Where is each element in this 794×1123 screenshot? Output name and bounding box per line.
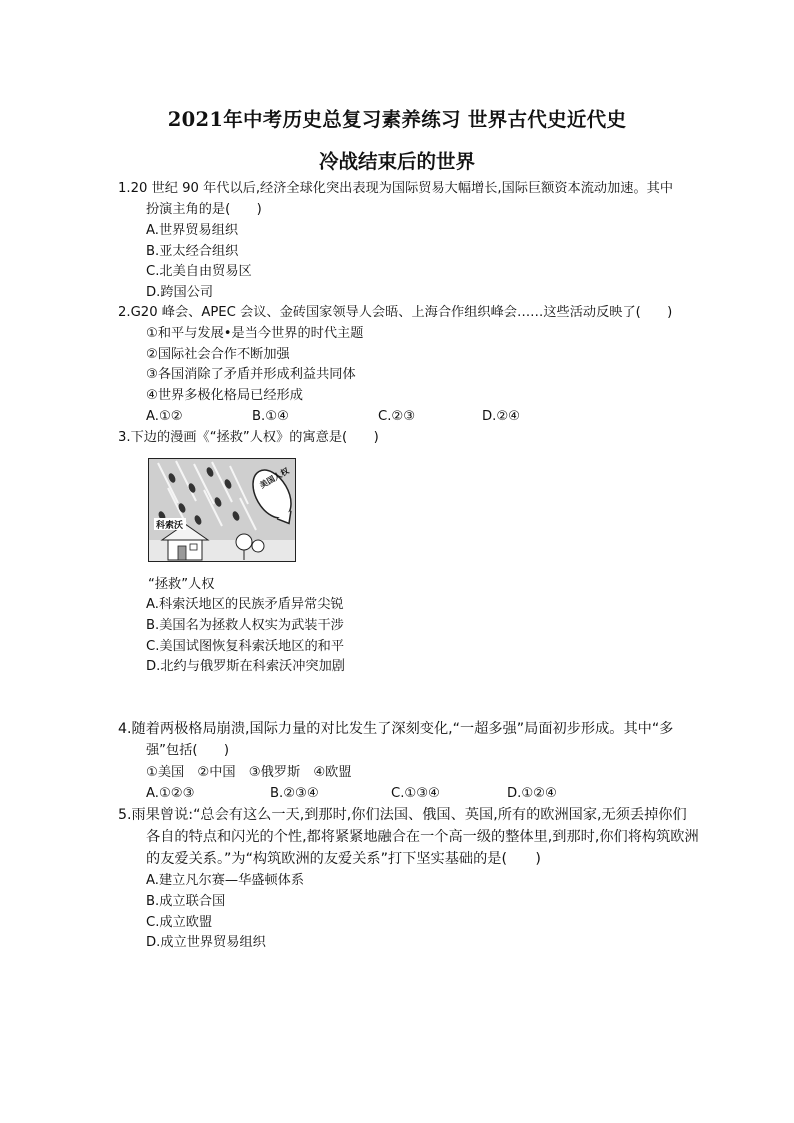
q2-stem: 2.G20 峰会、APEC 会议、金砖国家领导人会晤、上海合作组织峰会……这些活动反映了( ) [118, 305, 673, 320]
q2-statement-1: ①和平与发展•是当今世界的时代主题 [146, 326, 364, 341]
cartoon-image [148, 458, 296, 562]
q1-option-a: A.世界贸易组织 [146, 223, 239, 238]
q2-statement-4: ④世界多极化格局已经形成 [146, 388, 303, 403]
q4-stem-line-2: 强”包括( ) [146, 743, 230, 758]
q4-option-b: B.②③④ [270, 786, 319, 801]
page-title: 2021年中考历史总复习素养练习 世界古代史近代史 [167, 108, 627, 131]
q5-option-b: B.成立联合国 [146, 894, 226, 909]
q3-stem: 3.下边的漫画《“拯救”人权》的寓意是( ) [118, 430, 379, 445]
q4-option-d: D.①②④ [507, 786, 557, 801]
q3-option-d: D.北约与俄罗斯在科索沃冲突加剧 [146, 659, 345, 674]
q3-option-a: A.科索沃地区的民族矛盾异常尖锐 [146, 597, 344, 612]
q5-stem-line-3: 的友爱关系。”为“构筑欧洲的友爱关系”打下坚实基础的是( ) [146, 851, 541, 867]
q1-option-b: B.亚太经合组织 [146, 244, 239, 259]
q1-option-c: C.北美自由贸易区 [146, 264, 252, 279]
q2-statement-2: ②国际社会合作不断加强 [146, 347, 290, 362]
q5-option-c: C.成立欧盟 [146, 915, 213, 930]
q2-option-c: C.②③ [378, 409, 416, 424]
q5-option-d: D.成立世界贸易组织 [146, 935, 266, 950]
q1-stem-line-2: 扮演主角的是( ) [146, 202, 262, 217]
q4-option-c: C.①③④ [391, 786, 440, 801]
q3-option-b: B.美国名为拯救人权实为武装干涉 [146, 618, 344, 633]
place-label: 科索沃 [156, 521, 184, 531]
q5-stem-line-2: 各自的特点和闪光的个性,都将紧紧地融合在一个高一级的整体里,到那时,你们将构筑欧洲 [146, 829, 699, 845]
q5-option-a: A.建立凡尔赛—华盛顿体系 [146, 873, 305, 888]
q5-stem-line-1: 5.雨果曾说:“总会有这么一天,到那时,你们法国、俄国、英国,所有的欧洲国家,无须丢掉你们 [118, 807, 687, 823]
q2-option-d: D.②④ [482, 409, 520, 424]
balloon-text: 美国人权 [258, 466, 291, 491]
q3-option-c: C.美国试图恢复科索沃地区的和平 [146, 639, 345, 654]
cartoon-caption: “拯救”人权 [148, 577, 215, 592]
q2-statement-3: ③各国消除了矛盾并形成利益共同体 [146, 367, 356, 382]
q2-option-a: A.①② [146, 409, 183, 424]
q4-option-a: A.①②③ [146, 786, 195, 801]
q1-option-d: D.跨国公司 [146, 285, 214, 300]
q2-option-b: B.①④ [252, 409, 289, 424]
section-title: 冷战结束后的世界 [318, 150, 475, 173]
q1-stem-line-1: 1.20 世纪 90 年代以后,经济全球化突出表现为国际贸易大幅增长,国际巨额资本流动加速。其中 [118, 181, 674, 196]
q4-stem-line-1: 4.随着两极格局崩溃,国际力量的对比发生了深刻变化,“一超多强”局面初步形成。其中“多 [118, 721, 674, 737]
q4-statements: ①美国 ②中国 ③俄罗斯 ④欧盟 [146, 765, 352, 780]
